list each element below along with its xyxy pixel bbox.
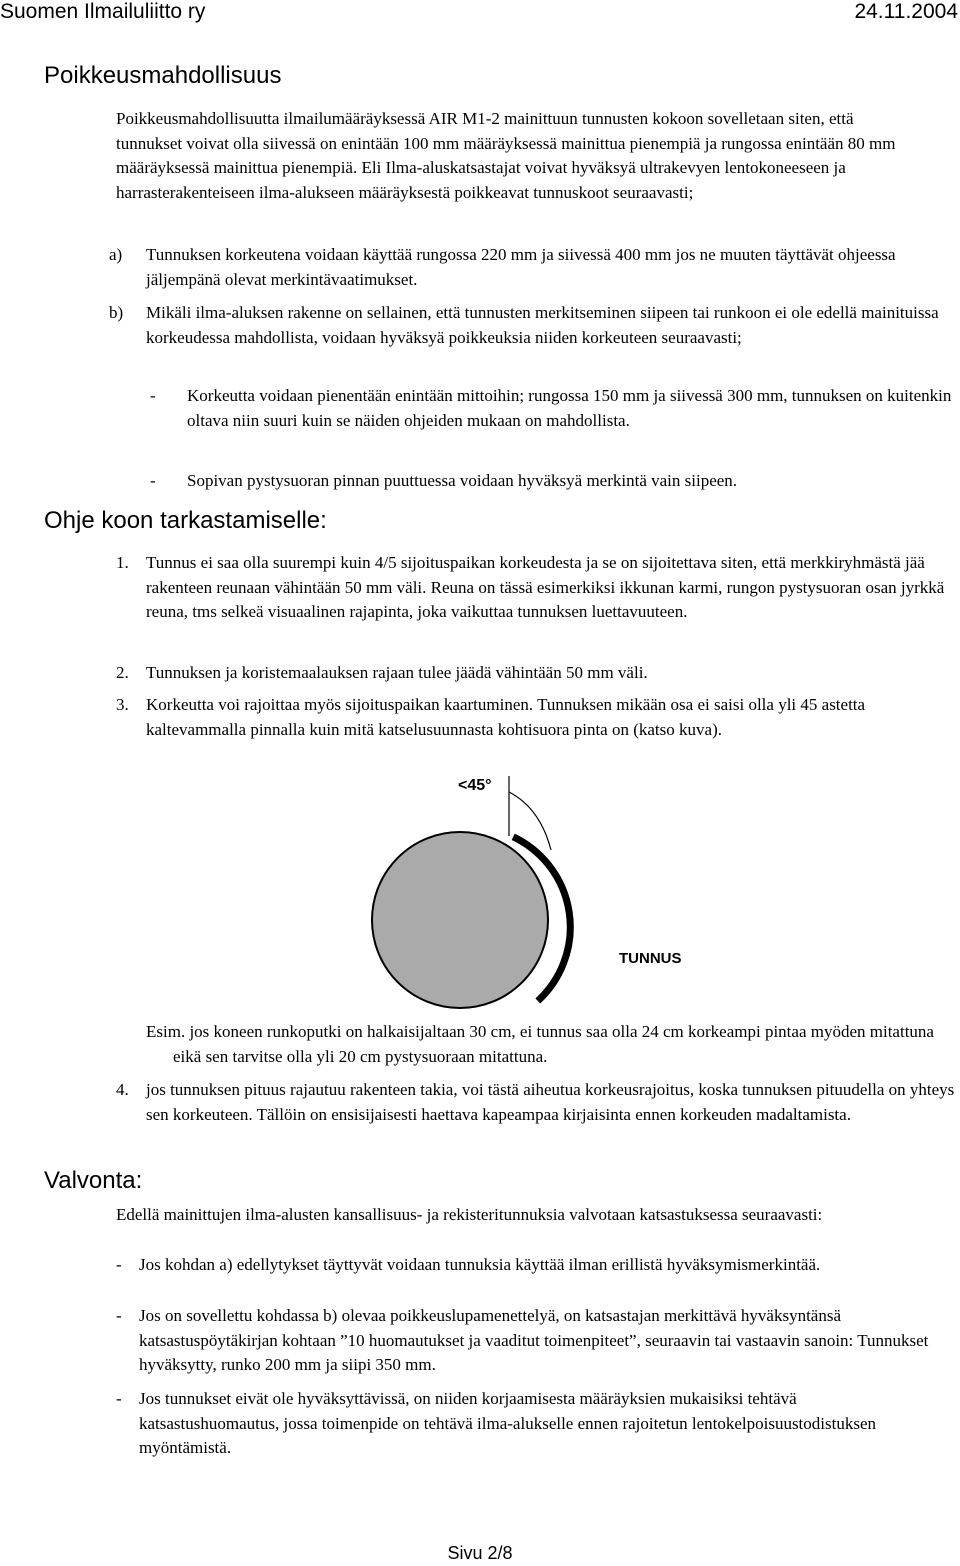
list-label-a: a) bbox=[109, 245, 123, 264]
numbered-item-4 bbox=[116, 1078, 956, 1127]
example-note: Esim. jos koneen runkoputki on halkaisijaltaan 30 cm, ei tunnus saa olla 24 cm korkeampi pintaa myöden mitattuna eikä sen tarvitse olla yli 20 cm pystysuoraan mitattuna. bbox=[146, 1022, 934, 1066]
dash-item-1 bbox=[150, 384, 956, 433]
section-title-valvonta: Valvonta: bbox=[44, 1167, 143, 1194]
list-item-a bbox=[109, 243, 949, 292]
dash-text-2: Sopivan pystysuoran pinnan puuttuessa voidaan hyväksyä merkintä vain siipeen. bbox=[187, 471, 738, 490]
section3-intro: Edellä mainittujen ilma-alusten kansallisuus- ja rekisteritunnuksia valvotaan katsastuksessa seuraavasti: bbox=[116, 1205, 823, 1224]
numbered-text-1: Tunnus ei saa olla suurempi kuin 4/5 sijoituspaikan korkeudesta ja se on sijoitettava siten, että merkkiryhmästä jää rakenteen reunaan vähintään 50 mm väli. Reuna on tässä esimerkiksi ikkunan karmi, rungon pystysuoran osan jyrkkä reuna, tms selkeä visuaalinen rajapinta, joka vaikuttaa tunnuksen luettavuuteen. bbox=[146, 553, 945, 621]
curvature-figure bbox=[360, 770, 720, 1020]
numbered-item-3 bbox=[116, 693, 956, 742]
control-text-3: Jos tunnukset eivät ole hyväksyttävissä, on niiden korjaamisesta määräyksien mukaisiksi tehtävä katsastushuomautus, jossa toimenpide on tehtävä ilma-alukselle ennen rajoitetun lentokelpoisuustodistuksen myöntämistä. bbox=[139, 1389, 877, 1457]
control-item-3 bbox=[116, 1387, 936, 1461]
list-label-b: b) bbox=[109, 303, 124, 322]
dash-symbol: - bbox=[150, 386, 156, 405]
dash-symbol: - bbox=[116, 1389, 122, 1408]
control-item-1 bbox=[116, 1253, 936, 1278]
dash-text-1: Korkeutta voidaan pienentään enintään mittoihin; rungossa 150 mm ja siivessä 300 mm, tunnuksen on kuitenkin oltava niin suuri kuin se näiden ohjeiden mukaan on mahdollista. bbox=[187, 386, 952, 430]
marker-label: TUNNUS bbox=[619, 950, 682, 967]
control-text-2: Jos on sovellettu kohdassa b) olevaa poikkeuslupamenettelyä, on katsastajan merkittävä hyväksyntänsä katsastuspöytäkirjan kohtaan ”10 huomautukset ja vaaditut toimenpiteet”, seuraavin tai vastaavin sanoin: Tunnukset hyväksytty, runko 200 mm ja siipi 350 mm. bbox=[139, 1306, 929, 1374]
list-item-b bbox=[109, 301, 954, 350]
number-label-3: 3. bbox=[116, 695, 129, 714]
numbered-text-4: jos tunnuksen pituus rajautuu rakenteen takia, voi tästä aiheutua korkeusrajoitus, koska tunnuksen pituudella on yhteys sen korkeuteen. Tällöin on ensisijaisesti haettava kapeampaa kirjaisinta ennen korkeuden madaltamista. bbox=[146, 1080, 955, 1124]
dash-item-2 bbox=[150, 469, 956, 494]
section-title-poikkeus: Poikkeusmahdollisuus bbox=[44, 62, 282, 89]
dash-symbol: - bbox=[116, 1255, 122, 1274]
number-label-1: 1. bbox=[116, 553, 129, 572]
numbered-text-3: Korkeutta voi rajoittaa myös sijoituspaikan kaartuminen. Tunnuksen mikään osa ei saisi olla yli 45 astetta kaltevammalla pinnalla kuin mitä katselusuunnasta kohtisuora pinta on (katso kuva). bbox=[146, 695, 866, 739]
list-text-a: Tunnuksen korkeutena voidaan käyttää rungossa 220 mm ja siivessä 400 mm jos ne muuten täyttävät ohjeessa jäljempänä olevat merkintävaatimukset. bbox=[146, 245, 896, 289]
control-item-2 bbox=[116, 1304, 936, 1378]
numbered-item-1 bbox=[116, 551, 956, 625]
control-text-1: Jos kohdan a) edellytykset täyttyvät voidaan tunnuksia käyttää ilman erillistä hyväksymismerkintää. bbox=[139, 1255, 821, 1274]
header-date: 24.11.2004 bbox=[854, 0, 958, 23]
number-label-4: 4. bbox=[116, 1080, 129, 1099]
page-number: Sivu 2/8 bbox=[447, 1543, 513, 1563]
dash-symbol: - bbox=[116, 1306, 122, 1325]
fuselage-circle bbox=[372, 832, 548, 1008]
number-label-2: 2. bbox=[116, 663, 129, 682]
angle-label: <45° bbox=[458, 777, 492, 794]
header-org: Suomen Ilmailuliitto ry bbox=[0, 0, 206, 23]
list-text-b: Mikäli ilma-aluksen rakenne on sellainen, että tunnusten merkitseminen siipeen tai runkoon ei ole edellä mainituissa korkeudessa mahdollista, voidaan hyväksyä poikkeuksia niiden korkeuteen seuraavasti; bbox=[146, 303, 939, 347]
numbered-item-2 bbox=[116, 661, 956, 686]
numbered-text-2: Tunnuksen ja koristemaalauksen rajaan tulee jäädä vähintään 50 mm väli. bbox=[146, 663, 648, 682]
dash-symbol: - bbox=[150, 471, 156, 490]
section-title-ohje: Ohje koon tarkastamiselle: bbox=[44, 507, 327, 534]
section1-intro: Poikkeusmahdollisuutta ilmailumääräyksessä AIR M1-2 mainittuun tunnusten kokoon sovelletaan siten, että tunnukset voivat olla siivessä on enintään 100 mm määräyksessä mainittua pienempiä ja rungossa enintään 80 mm määräyksessä mainittua pienempiä. Eli Ilma-aluskatsastajat voivat hyväksyä ultrakevyen lentokoneeseen ja harrasterakenteiseen ilma-alukseen määräyksestä poikkeavat tunnuskoot seuraavasti; bbox=[116, 109, 896, 202]
